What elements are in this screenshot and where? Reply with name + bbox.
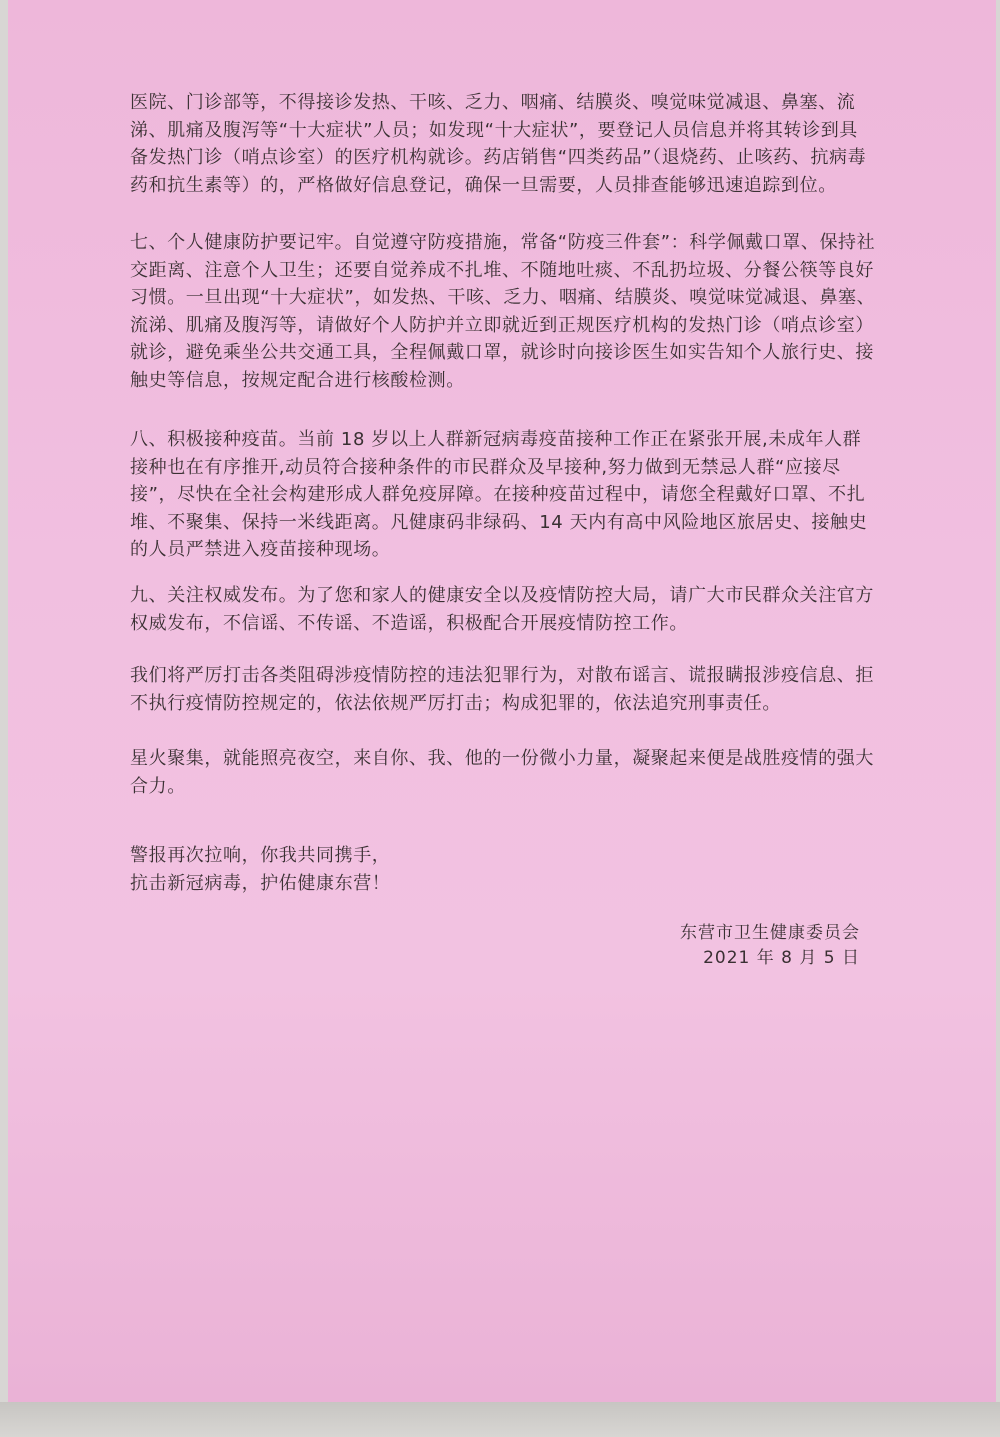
signature-date: 2021 年 8 月 5 日 [703, 948, 860, 968]
paragraph-law-enforcement: 我们将严厉打击各类阻碍涉疫情防控的违法犯罪行为，对散布谣言、谎报瞒报涉疫信息、拒不执行疫情防控规定的，依法依规严厉打击；构成犯罪的，依法追究刑事责任。 [130, 665, 874, 714]
paragraph-clinic-rules: 医院、门诊部等，不得接诊发热、干咳、乏力、咽痛、结膜炎、嗅觉味觉减退、鼻塞、流涕、肌痛及腹泻等“十大症状”人员；如发现“十大症状”，要登记人员信息并将其转诊到具备发热门诊（哨点诊室）的医疗机构就诊。药店销售“四类药品”（退烧药、止咳药、抗病毒药和抗生素等）的，严格做好信息登记，确保一旦需要，人员排查能够迅速追踪到位。 [130, 92, 867, 196]
paragraph-official-info: 九、关注权威发布。为了您和家人的健康安全以及疫情防控大局，请广大市民群众关注官方权威发布，不信谣、不传谣、不造谣，积极配合开展疫情防控工作。 [130, 585, 874, 634]
closing-slogan-line-1: 警报再次拉响，你我共同携手， [130, 845, 391, 866]
paragraph-personal-protection: 七、个人健康防护要记牢。自觉遵守防疫措施，常备“防疫三件套”：科学佩戴口罩、保持社交距离、注意个人卫生；还要自觉养成不扎堆、不随地吐痰、不乱扔垃圾、分餐公筷等良好习惯。一旦出现“十大症状”，如发热、干咳、乏力、咽痛、结膜炎、嗅觉味觉减退、鼻塞、流涕、肌痛及腹泻等，请做好个人防护并立即就近到正规医疗机构的发热门诊（哨点诊室）就诊，避免乘坐公共交通工具，全程佩戴口罩，就诊时向接诊医生如实告知个人旅行史、接触史等信息，按规定配合进行核酸检测。 [130, 232, 876, 391]
closing-slogan-line-2: 抗击新冠病毒，护佑健康东营！ [130, 872, 391, 894]
signature-organization: 东营市卫生健康委员会 [680, 923, 860, 943]
paragraph-call-to-action: 星火聚集，就能照亮夜空，来自你、我、他的一份微小力量，凝聚起来便是战胜疫情的强大合力。 [130, 748, 874, 797]
closing-slogan [130, 842, 876, 897]
page-edge [0, 1402, 1000, 1437]
document-page [8, 0, 996, 1402]
paragraph-vaccination: 八、积极接种疫苗。当前 18 岁以上人群新冠病毒疫苗接种工作正在紧张开展,未成年人群接种也在有序推开,动员符合接种条件的市民群众及早接种,努力做到无禁忌人群“应接尽接”，尽快在全社会构建形成人群免疫屏障。在接种疫苗过程中，请您全程戴好口罩、不扎堆、不聚集、保持一米线距离。凡健康码非绿码、14 天内有高中风险地区旅居史、接触史的人员严禁进入疫苗接种现场。 [130, 429, 868, 560]
